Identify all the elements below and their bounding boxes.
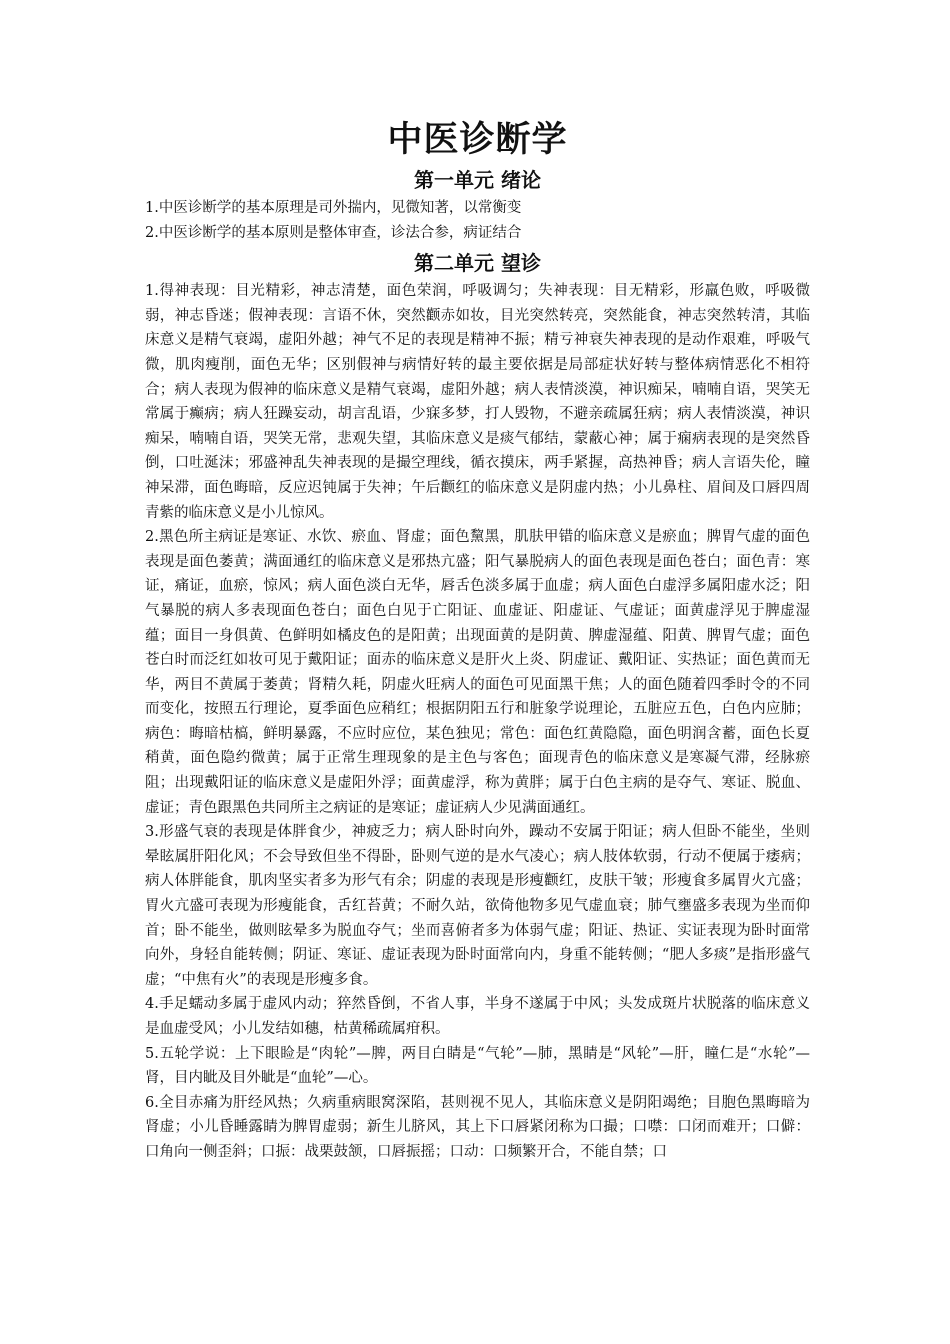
unit-2-paragraph-6: 6.全目赤痛为肝经风热；久病重病眼窝深陷，甚则视不见人，其临床意义是阴阳竭绝；目胞色黑晦暗为肾虚；小儿昏睡露睛为脾胃虚弱；新生儿脐风，其上下口唇紧闭称为口撮；口噤：口闭而难开；口僻：口角向一侧歪斜；口振：战栗鼓颔，口唇振摇；口动：口频繁开合，不能自禁；口 (145, 1094, 810, 1160)
unit-2-paragraph-4: 4.手足蠕动多属于虚风内动；猝然昏倒，不省人事，半身不遂属于中风；头发成斑片状脱落的临床意义是血虚受风；小儿发结如穗，枯黄稀疏属疳积。 (145, 996, 810, 1037)
unit-2-paragraph-1: 1.得神表现：目光精彩，神志清楚，面色荣润，呼吸调匀；失神表现：目无精彩，形羸色败，呼吸微弱，神志昏迷；假神表现：言语不休，突然颧赤如妆，目光突然转亮，突然能食，神志突然转清，其临床意义是精气衰竭，虚阳外越；神气不足的表现是精神不振；精亏神衰失神表现的是动作艰难，呼吸气微，肌肉瘦削，面色无华；区别假神与病情好转的最主要依据是局部症状好转与整体病情恶化不相符合；病人表现为假神的临床意义是精气衰竭，虚阳外越；病人表情淡漠，神识痴呆，喃喃自语，哭笑无常属于癫病；病人狂躁妄动，胡言乱语，少寐多梦，打人毁物，不避亲疏属狂病；病人表情淡漠，神识痴呆，喃喃自语，哭笑无常，悲观失望，其临床意义是痰气郁结，蒙蔽心神；属于痫病表现的是突然昏倒，口吐涎沫；邪盛神乱失神表现的是撮空理线，循衣摸床，两手紧握，高热神昏；病人言语失伦，瞳神呆滞，面色晦暗，反应迟钝属于失神；午后颧红的临床意义是阴虚内热；小儿鼻柱、眉间及口唇四周青紫的临床意义是小儿惊风。 (145, 283, 810, 521)
unit-1-heading: 第一单元 绪论 (414, 168, 541, 192)
unit-1-section (145, 168, 810, 245)
document-title: 中医诊断学 (387, 119, 568, 160)
unit-2-paragraph-2: 2.黑色所主病证是寒证、水饮、瘀血、肾虚；面色黧黑，肌肤甲错的临床意义是瘀血；脾胃气虚的面色表现是面色萎黄；满面通红的临床意义是邪热亢盛；阳气暴脱病人的面色表现是面色苍白；面色青：寒证，痛证，血瘀，惊风；病人面色淡白无华，唇舌色淡多属于血虚；病人面色白虚浮多属阳虚水泛；阳气暴脱的病人多表现面色苍白；面色白见于亡阳证、血虚证、阳虚证、气虚证；面黄虚浮见于脾虚湿蕴；面目一身俱黄、色鲜明如橘皮色的是阳黄；出现面黄的是阴黄、脾虚湿蕴、阳黄、脾胃气虚；面色苍白时而泛红如妆可见于戴阳证；面赤的临床意义是肝火上炎、阴虚证、戴阳证、实热证；面色黄而无华，两目不黄属于萎黄；肾精久耗，阴虚火旺病人的面色可见面黑干焦；人的面色随着四季时令的不同而变化，按照五行理论，夏季面色应稍红；根据阴阳五行和脏象学说理论，五脏应五色，白色内应肺；病色：晦暗枯槁，鲜明暴露，不应时应位，某色独见；常色：面色红黄隐隐，面色明润含蓄，面色长夏稍黄，面色隐约微黄；属于正常生理现象的是主色与客色；面现青色的临床意义是寒凝气滞，经脉瘀阻；出现戴阳证的临床意义是虚阳外浮；面黄虚浮，称为黄胖；属于白色主病的是夺气、寒证、脱血、虚证；青色跟黑色共同所主之病证的是寒证；虚证病人少见满面通红。 (145, 529, 810, 816)
document-page (145, 118, 810, 1165)
unit-1-paragraph-1: 1.中医诊断学的基本原理是司外揣内，见微知著，以常衡变 (145, 200, 522, 216)
unit-2-paragraph-5: 5.五轮学说：上下眼睑是“肉轮”—脾，两目白睛是“气轮”—肺，黑睛是“风轮”—肝，瞳仁是“水轮”—肾，目内眦及目外眦是“血轮”—心。 (145, 1045, 810, 1087)
unit-2-paragraph-3: 3.形盛气衰的表现是体胖食少，神疲乏力；病人卧时向外，躁动不安属于阳证；病人但卧不能坐，坐则晕眩属肝阳化风；不会导致但坐不得卧，卧则气逆的是水气凌心；病人肢体软弱，行动不便属于痿病；病人体胖能食，肌肉坚实者多为形气有余；阴虚的表现是形瘦颧红，皮肤干皱；形瘦食多属胃火亢盛；胃火亢盛可表现为形瘦能食，舌红苔黄；不耐久站，欲倚他物多见气虚血衰；肺气壅盛多表现为坐而仰首；卧不能坐，做则眩晕多为脱血夺气；坐而喜俯者多为体弱气虚；阳证、热证、实证表现为卧时面常向外，身轻自能转侧；阴证、寒证、虚证表现为卧时面常向内，身重不能转侧；“肥人多痰”是指形盛气虚；“中焦有火”的表现是形瘦多食。 (145, 824, 810, 988)
unit-1-paragraph-2: 2.中医诊断学的基本原则是整体审查，诊法合参，病证结合 (145, 224, 522, 241)
unit-2-section (145, 251, 810, 1164)
unit-2-heading: 第二单元 望诊 (414, 251, 541, 276)
